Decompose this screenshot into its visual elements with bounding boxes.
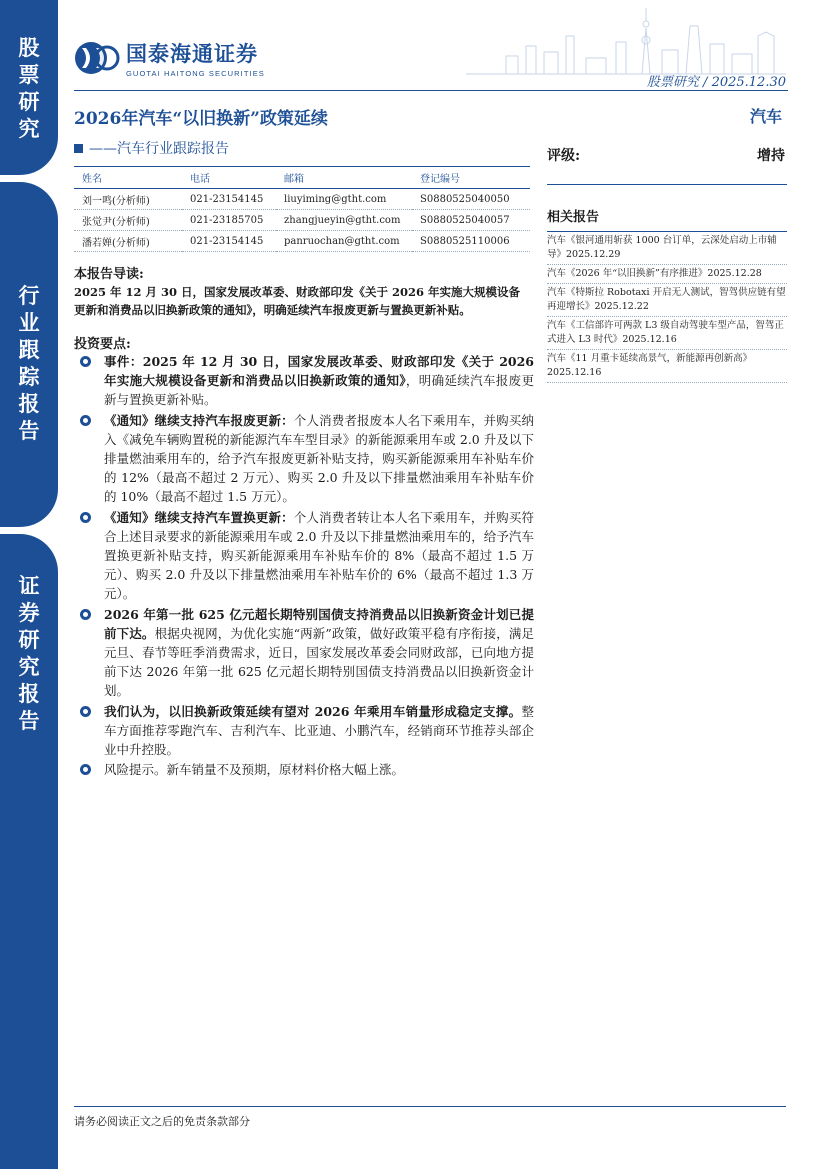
report-date: 2025.12.30 bbox=[711, 75, 786, 90]
table-row bbox=[74, 210, 530, 231]
sidebar-char: 票 bbox=[18, 62, 40, 87]
sidebar-char: 踪 bbox=[18, 364, 40, 389]
guide-heading: 本报告导读: bbox=[74, 267, 144, 282]
sidebar-char: 究 bbox=[18, 654, 40, 679]
list-item bbox=[74, 760, 534, 779]
analyst-email[interactable]: panruochan@gtht.com bbox=[276, 231, 412, 252]
rating-value: 增持 bbox=[757, 148, 785, 164]
column-header: 邮箱 bbox=[276, 167, 412, 189]
sidebar-block-stock-research bbox=[0, 0, 58, 175]
sidebar-block-securities-report bbox=[0, 534, 58, 1169]
circle-bullet-icon bbox=[80, 356, 91, 367]
analyst-name: 潘若婵(分析师) bbox=[74, 231, 182, 252]
analyst-reg-number: S0880525040050 bbox=[412, 189, 530, 210]
logo-mark-icon bbox=[74, 41, 120, 75]
point-lead: 2026 年第一批 625 亿元超长期特别国债支持消费品以旧换新资金计划已提前下达。 bbox=[104, 606, 534, 641]
analyst-name: 刘一鸣(分析师) bbox=[74, 189, 182, 210]
header-divider bbox=[74, 90, 788, 91]
table-header-row bbox=[74, 167, 530, 189]
analyst-phone: 021-23154145 bbox=[182, 231, 276, 252]
point-lead: 事件：2025 年 12 月 30 日，国家发展改革委、财政部印发《关于 2026 年实施大规模设备更新和消费品以旧换新政策的通知》 bbox=[104, 354, 534, 389]
rating bbox=[547, 145, 785, 165]
analyst-phone: 021-23154145 bbox=[182, 189, 276, 210]
sidebar bbox=[0, 0, 58, 1169]
sidebar-char: 证 bbox=[18, 573, 40, 598]
point-text: 风险提示。新车销量不及预期，原材料价格大幅上涨。 bbox=[104, 762, 405, 778]
square-bullet-icon bbox=[74, 144, 83, 153]
guide-body: 2025 年 12 月 30 日，国家发展改革委、财政部印发《关于 2026 年实施大规模设备更新和消费品以旧换新政策的通知》，明确延续汽车报废更新与置换更新补贴。 bbox=[74, 285, 521, 317]
sidebar-char: 券 bbox=[18, 600, 40, 625]
analyst-email[interactable]: zhangjueyin@gtht.com bbox=[276, 210, 412, 231]
rating-divider bbox=[547, 184, 787, 185]
sidebar-char: 业 bbox=[18, 310, 40, 335]
list-item bbox=[74, 411, 534, 507]
sidebar-block-industry-tracking bbox=[0, 182, 58, 527]
investment-points bbox=[74, 352, 534, 780]
point-text: 根据央视网，为优化实施“两新”政策，做好政策平稳有序衔接，满足元旦、春节等旺季消费需求，近日，国家发展改革委会同财政部，已向地方提前下达 2026 年第一批 625 亿元超长期特别国债支持消费品以旧换新资金计划。 bbox=[104, 625, 534, 699]
sidebar-char: 告 bbox=[18, 418, 40, 443]
sidebar-char: 报 bbox=[18, 681, 40, 706]
sidebar-char: 报 bbox=[18, 391, 40, 416]
sidebar-char: 究 bbox=[18, 116, 40, 141]
analyst-table bbox=[74, 166, 530, 252]
sidebar-char: 告 bbox=[18, 708, 40, 733]
column-header: 电话 bbox=[182, 167, 276, 189]
logo-name-en: GUOTAI HAITONG SECURITIES bbox=[126, 69, 265, 78]
city-skyline-icon bbox=[466, 6, 786, 76]
circle-bullet-icon bbox=[80, 609, 91, 620]
rating-label: 评级: bbox=[547, 148, 581, 164]
meta-separator: / bbox=[703, 75, 712, 90]
related-report-link[interactable]: 汽车《银河通用斩获 1000 台订单，云深处启动上市辅导》2025.12.29 bbox=[547, 232, 787, 265]
point-text: 个人消费者报废本人名下乘用车，并购买纳入《减免车辆购置税的新能源汽车车型目录》的新能源乘用车或 2.0 升及以下排量燃油乘用车的，给予汽车报废更新补贴支持，购买新能源乘用车补贴车价的 12%（最高不超过 2 万元）、购买 2.0 升及以下排量燃油乘用车补贴车价的 10%（最高不超过 1.5 万元）。 bbox=[104, 412, 534, 505]
disclaimer: 请务必阅读正文之后的免责条款部分 bbox=[74, 1115, 250, 1128]
analyst-phone: 021-23185705 bbox=[182, 210, 276, 231]
related-report-link[interactable]: 汽车《工信部许可两款 L3 级自动驾驶车型产品，智驾正式进入 L3 时代》2025.12.16 bbox=[547, 317, 787, 350]
analyst-email[interactable]: liuyiming@gtht.com bbox=[276, 189, 412, 210]
list-item bbox=[74, 702, 534, 760]
page-header bbox=[58, 0, 826, 92]
related-reports-title: 相关报告 bbox=[547, 206, 787, 232]
point-lead: 我们认为，以旧换新政策延续有望对 2026 年乘用车销量形成稳定支撑。 bbox=[104, 703, 522, 719]
header-meta bbox=[647, 71, 786, 90]
related-report-link[interactable]: 汽车《特斯拉 Robotaxi 开启无人测试，智驾供应链有望再迎增长》2025.12.22 bbox=[547, 284, 787, 317]
table-row bbox=[74, 231, 530, 252]
subtitle-text: ——汽车行业跟踪报告 bbox=[89, 141, 229, 157]
analyst-name: 张觉尹(分析师) bbox=[74, 210, 182, 231]
sidebar-char: 行 bbox=[18, 283, 40, 308]
table-row bbox=[74, 189, 530, 210]
column-header: 姓名 bbox=[74, 167, 182, 189]
point-text: ，明确延续汽车报废更新与置换更新补贴。 bbox=[104, 373, 534, 408]
point-lead: 《通知》继续支持汽车置换更新： bbox=[104, 509, 294, 525]
point-text: 整车方面推荐零跑汽车、吉利汽车、比亚迪、小鹏汽车，经销商环节推荐头部企业中升控股。 bbox=[104, 703, 534, 758]
points-heading: 投资要点: bbox=[74, 337, 131, 352]
page-title: 2026年汽车“以旧换新”政策延续 bbox=[74, 109, 328, 129]
logo-name-cn: 国泰海通证券 bbox=[126, 42, 258, 66]
circle-bullet-icon bbox=[80, 512, 91, 523]
analyst-reg-number: S0880525110006 bbox=[412, 231, 530, 252]
circle-bullet-icon bbox=[80, 706, 91, 717]
sidebar-char: 研 bbox=[18, 627, 40, 652]
analyst-reg-number: S0880525040057 bbox=[412, 210, 530, 231]
footer-divider bbox=[74, 1106, 786, 1107]
list-item bbox=[74, 352, 534, 410]
sidebar-char: 股 bbox=[18, 35, 40, 60]
circle-bullet-icon bbox=[80, 764, 91, 775]
column-header: 登记编号 bbox=[412, 167, 530, 189]
sidebar-char: 跟 bbox=[18, 337, 40, 362]
related-report-link[interactable]: 汽车《2026 年“以旧换新”有序推进》2025.12.28 bbox=[547, 265, 787, 284]
list-item bbox=[74, 508, 534, 604]
point-text: 个人消费者转让本人名下乘用车，并购买符合上述目录要求的新能源乘用车或 2.0 升及以下排量燃油乘用车的，给予汽车置换更新补贴支持，购买新能源乘用车补贴车价的 8%（最高不超过 1.5 万元）、购买 2.0 升及以下排量燃油乘用车补贴车价的 6%（最高不超过 1.3 万元）。 bbox=[104, 509, 534, 602]
circle-bullet-icon bbox=[80, 415, 91, 426]
industry-label: 汽车 bbox=[749, 107, 782, 126]
report-category: 股票研究 bbox=[646, 75, 699, 90]
report-subtitle bbox=[74, 138, 229, 158]
related-report-link[interactable]: 汽车《11 月重卡延续高景气，新能源再创新高》2025.12.16 bbox=[547, 350, 787, 383]
related-reports bbox=[547, 206, 787, 383]
list-item bbox=[74, 605, 534, 701]
sidebar-char: 研 bbox=[18, 89, 40, 114]
company-logo bbox=[74, 38, 265, 78]
point-lead: 《通知》继续支持汽车报废更新： bbox=[104, 412, 294, 428]
